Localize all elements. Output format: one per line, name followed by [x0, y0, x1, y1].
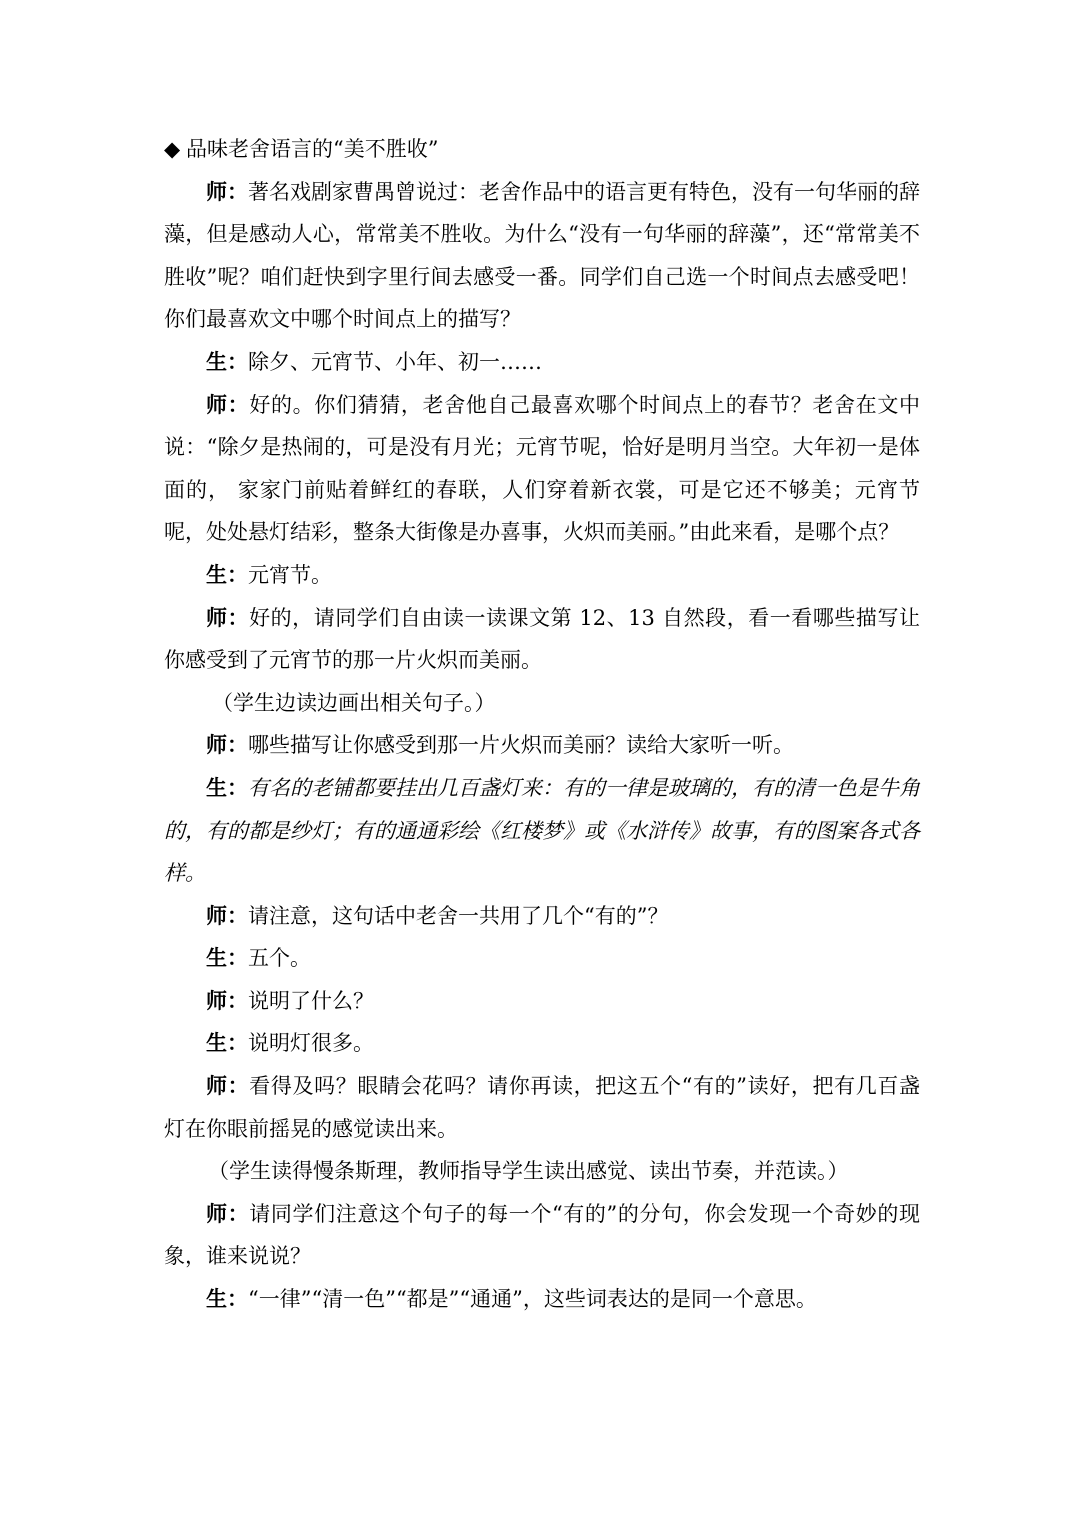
paragraph-text: 著名戏剧家曹禺曾说过：老舍作品中的语言更有特色，没有一句华丽的辞藻，但是感动人心，常常美不胜收。为什么“没有一句华丽的辞藻”，还“常常美不胜收”呢？咱们赶快到字里行间去感受一番。同学们自己选一个时间点去感受吧！你们最喜欢文中哪个时间点上的描写？ [164, 179, 920, 332]
speaker-label: 师： [206, 604, 250, 630]
paragraph-text: 说明了什么？ [248, 988, 374, 1013]
speaker-label: 师： [206, 902, 248, 928]
paragraph [164, 171, 920, 341]
paragraph [164, 554, 920, 597]
paragraph-text: 除夕、元宵节、小年、初一…… [248, 349, 542, 374]
paragraph [164, 1278, 920, 1321]
speaker-label: 师： [206, 732, 248, 758]
document-page [164, 128, 920, 1321]
speaker-label: 生： [206, 561, 248, 587]
paragraph-text: 元宵节。 [248, 562, 332, 587]
paragraph-text: 哪些描写让你感受到那一片火炽而美丽？读给大家听一听。 [248, 733, 794, 758]
paragraph-text: 请同学们注意这个句子的每一个“有的”的分句，你会发现一个奇妙的现象，谁来说说？ [164, 1201, 920, 1269]
quoted-paragraph [164, 767, 920, 895]
quoted-text: 有名的老铺都要挂出几百盏灯来：有的一律是玻璃的，有的清一色是牛角的，有的都是纱灯；有的通通彩绘《红楼梦》或《水浒传》故事，有的图案各式各样。 [164, 775, 920, 886]
paragraph-text: 五个。 [248, 946, 311, 971]
paragraph [164, 341, 920, 384]
speaker-label: 生： [206, 1030, 248, 1056]
paragraph [164, 937, 920, 980]
diamond-bullet-icon: ◆ [164, 137, 181, 161]
speaker-label: 师： [206, 391, 250, 417]
stage-note [164, 682, 920, 725]
speaker-label: 师： [206, 1200, 250, 1226]
paragraph-text: 请注意，这句话中老舍一共用了几个“有的”？ [248, 903, 669, 928]
paragraph [164, 384, 920, 554]
paragraph [164, 895, 920, 938]
stage-note [164, 1150, 920, 1193]
paragraph [164, 1193, 920, 1278]
paragraph-text: 好的，请同学们自由读一读课文第 12、13 自然段，看一看哪些描写让你感受到了元宵节的那一片火炽而美丽。 [164, 605, 920, 673]
stage-note-text: （学生边读边画出相关句子。） [212, 690, 496, 715]
speaker-label: 生： [206, 774, 248, 800]
paragraph [164, 597, 920, 682]
section-heading-text: 品味老舍语言的“美不胜收” [186, 137, 439, 161]
paragraph [164, 1065, 920, 1150]
speaker-label: 师： [206, 987, 248, 1013]
paragraph [164, 724, 920, 767]
speaker-label: 师： [206, 1073, 250, 1099]
section-heading [164, 128, 920, 171]
paragraph-text: “一律”“清一色”“都是”“通通”，这些词表达的是同一个意思。 [248, 1287, 817, 1312]
paragraph-text: 说明灯很多。 [248, 1031, 374, 1056]
speaker-label: 生： [206, 945, 248, 971]
paragraph-text: 好的。你们猜猜，老舍他自己最喜欢哪个时间点上的春节？老舍在文中说：“除夕是热闹的，可是没有月光；元宵节呢，恰好是明月当空。大年初一是体面的， 家家门前贴着鲜红的春联，人们穿着新衣裳，可是它还不够美；元宵节呢，处处悬灯结彩，整条大街像是办喜事，火炽而美丽。”由此来看，是哪个点？ [164, 392, 920, 545]
paragraph [164, 1022, 920, 1065]
speaker-label: 生： [206, 1286, 248, 1312]
speaker-label: 生： [206, 348, 248, 374]
paragraph [164, 980, 920, 1023]
paragraph-text: 看得及吗？眼睛会花吗？请你再读，把这五个“有的”读好，把有几百盏灯在你眼前摇晃的感觉读出来。 [164, 1074, 920, 1141]
speaker-label: 师： [206, 178, 248, 204]
stage-note-text: （学生读得慢条斯理，教师指导学生读出感觉、读出节奏，并范读。） [208, 1159, 849, 1184]
